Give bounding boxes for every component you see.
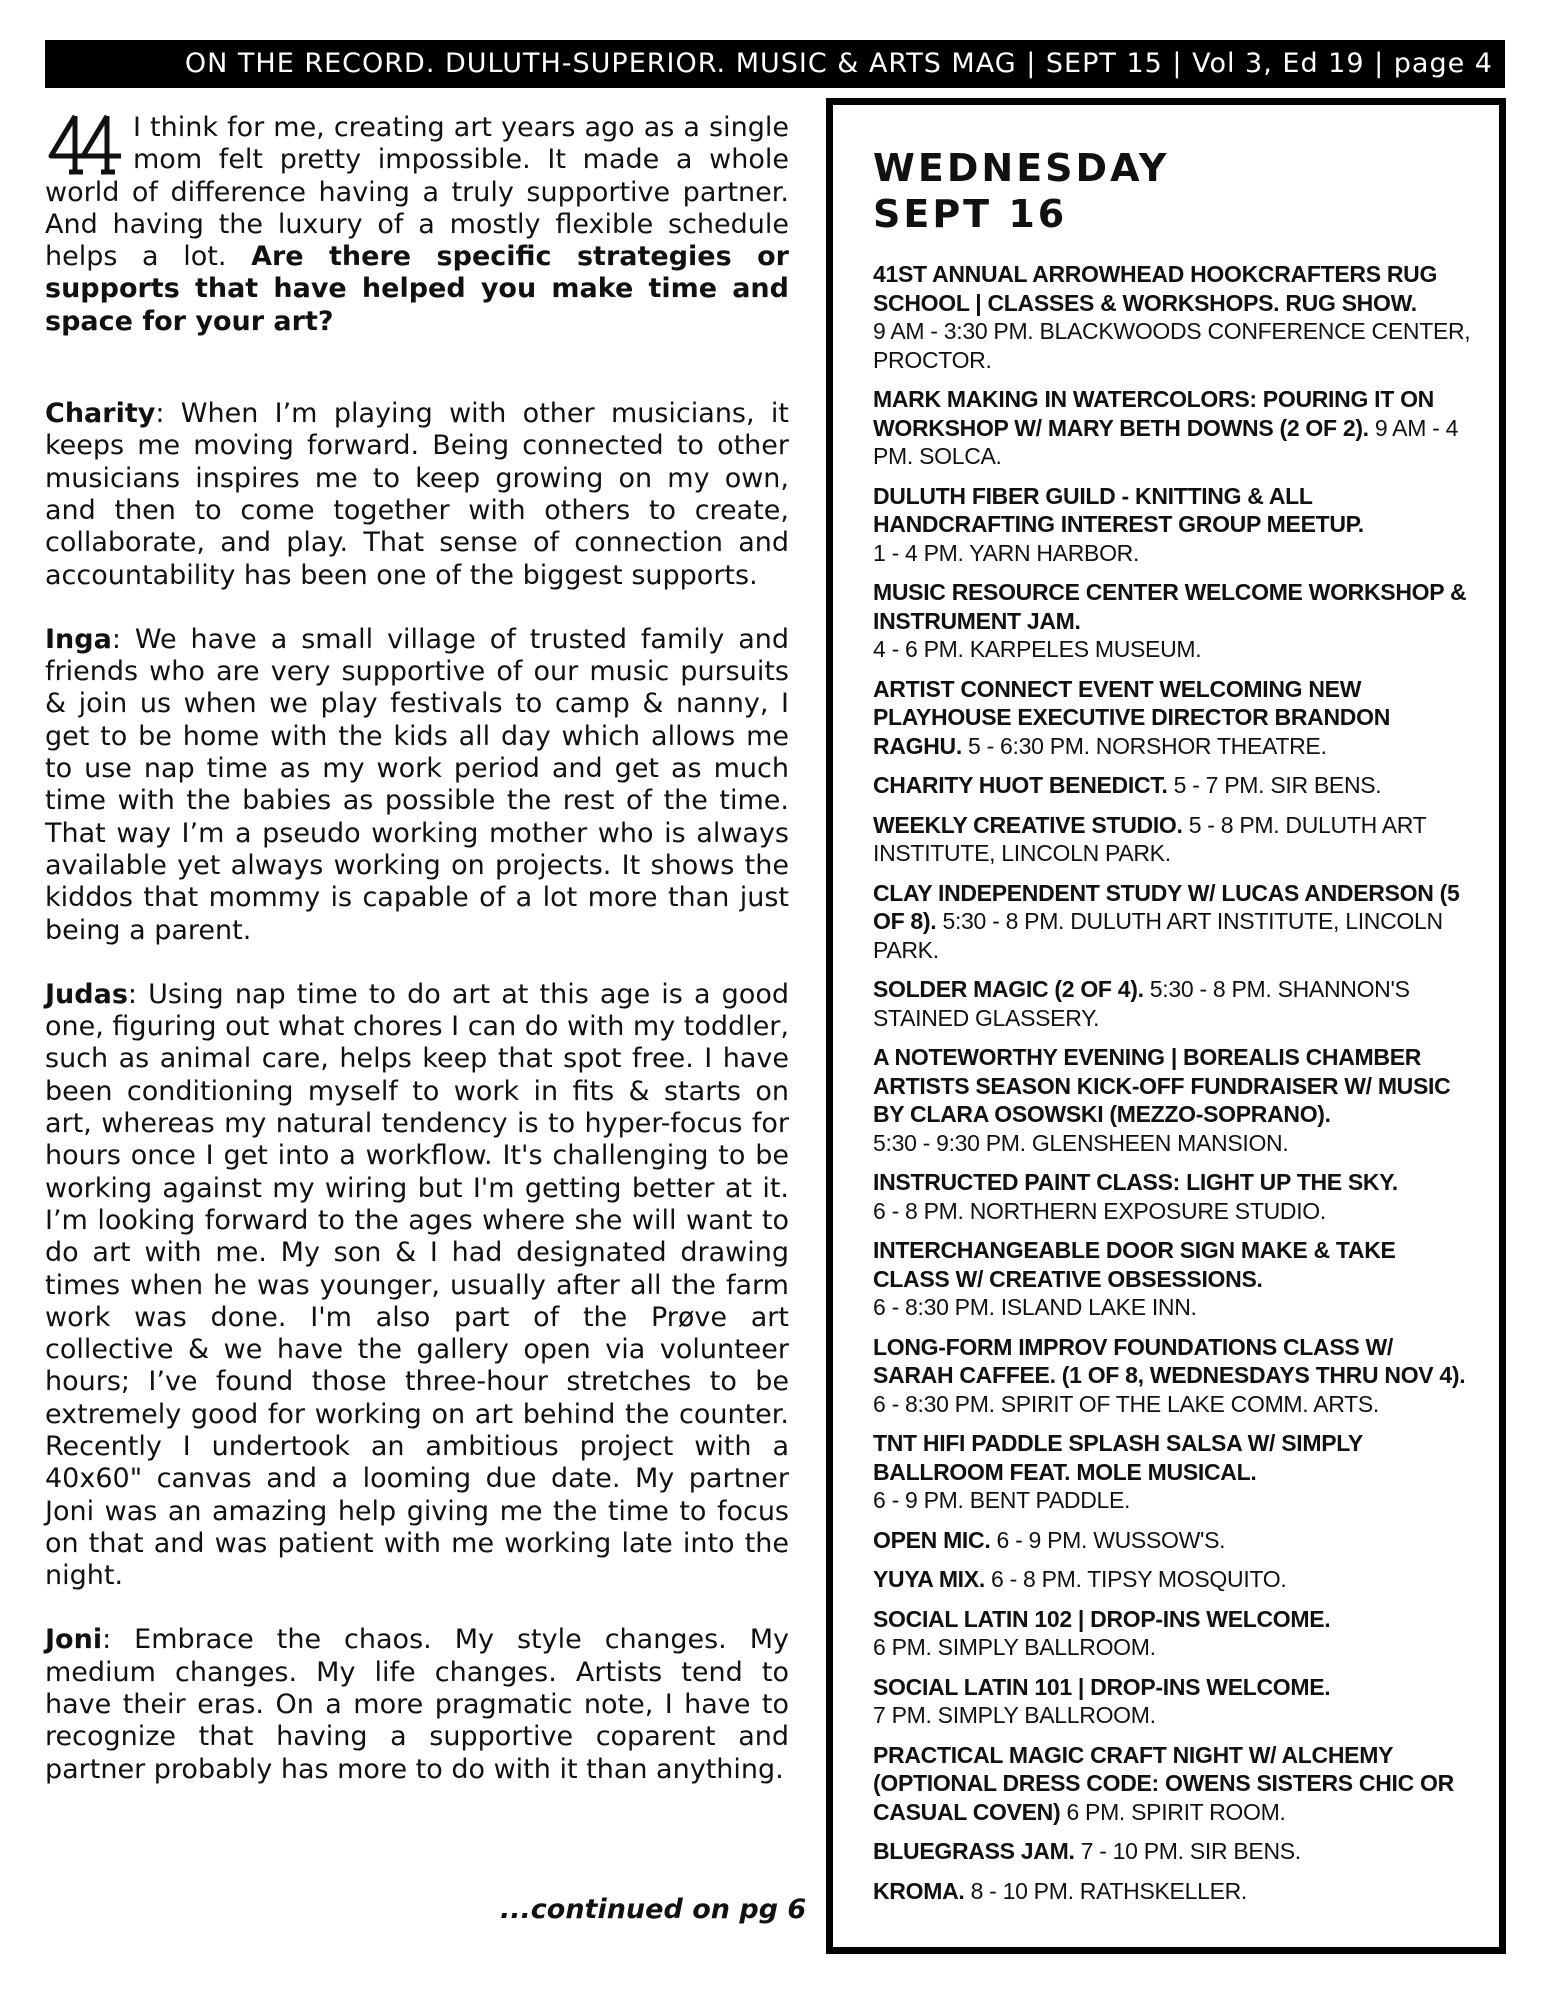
event-details: 7 PM. SIMPLY BALLROOM. [873, 1702, 1156, 1728]
event-title: LONG-FORM IMPROV FOUNDATIONS CLASS W/ SARAH CAFFEE. (1 OF 8, WEDNESDAYS THRU NOV 4). [873, 1333, 1466, 1388]
event-listing [873, 879, 1473, 965]
event-title: BLUEGRASS JAM. [873, 1838, 1075, 1864]
event-details: 5:30 - 9:30 PM. GLENSHEEN MANSION. [873, 1129, 1289, 1156]
event-listing [873, 811, 1473, 868]
event-listing [873, 1837, 1473, 1866]
event-details: 6 - 8 PM. TIPSY MOSQUITO. [991, 1566, 1287, 1592]
answers-list [45, 398, 789, 1786]
event-listing [873, 1236, 1473, 1322]
event-listing [873, 578, 1473, 664]
calendar-weekday: WEDNESDAY [873, 146, 1170, 190]
event-listing [873, 1673, 1473, 1730]
event-title: 41ST ANNUAL ARROWHEAD HOOKCRAFTERS RUG SCHOOL | CLASSES & WORKSHOPS. RUG SHOW. [873, 261, 1438, 316]
event-title: A NOTEWORTHY EVENING | BOREALIS CHAMBER ARTISTS SEASON KICK-OFF FUNDRAISER W/ MUSIC BY CLARA OSOWSKI (MEZZO-SOPRANO). [873, 1044, 1451, 1127]
drop-cap-4-icon [45, 112, 127, 176]
event-title: WEEKLY CREATIVE STUDIO. [873, 811, 1183, 838]
respondent-name: Judas [45, 978, 128, 1010]
answer-paragraph [45, 979, 789, 1593]
intro-paragraph [45, 112, 789, 338]
event-details: 6 - 8 PM. NORTHERN EXPOSURE STUDIO. [873, 1197, 1326, 1224]
event-details: 1 - 4 PM. YARN HARBOR. [873, 539, 1140, 566]
event-title: PRACTICAL MAGIC CRAFT NIGHT W/ ALCHEMY (OPTIONAL DRESS CODE: OWENS SISTERS CHIC OR CASUAL COVEN) [873, 1741, 1454, 1825]
interview-column [45, 112, 789, 1818]
event-details: 6 - 9 PM. WUSSOW'S. [996, 1526, 1226, 1553]
event-title: SOCIAL LATIN 101 | DROP-INS WELCOME. [873, 1673, 1331, 1700]
event-title: MARK MAKING IN WATERCOLORS: POURING IT ON WORKSHOP W/ MARY BETH DOWNS (2 OF 2). [873, 386, 1434, 441]
event-listing [873, 482, 1473, 568]
event-title: TNT HIFI PADDLE SPLASH SALSA W/ SIMPLY BALLROOM FEAT. MOLE MUSICAL. [873, 1430, 1363, 1485]
event-title: DULUTH FIBER GUILD - KNITTING & ALL HANDCRAFTING INTEREST GROUP MEETUP. [873, 482, 1364, 537]
answer-paragraph [45, 624, 789, 947]
intro-text: I think for me, creating art years ago as a single mom felt pretty impossible. It made a whole world of difference having a truly supportive partner. And having the luxury of a mostly flexible schedule helps a lot. [45, 112, 789, 273]
respondent-name: Joni [45, 1624, 103, 1656]
event-details: 7 - 10 PM. SIR BENS. [1080, 1838, 1301, 1864]
event-listing [873, 975, 1473, 1032]
event-title: SOCIAL LATIN 102 | DROP-INS WELCOME. [873, 1605, 1331, 1632]
events-calendar-box [826, 98, 1506, 1954]
answer-text: : Using nap time to do art at this age is a good one, figuring out what chores I can do with my toddler, such as animal care, helps keep that spot free. I have been conditioning myself to work in fits & starts on art, whereas my natural tendency is to hyper-focus for hours once I get into a workflow. It's challenging to be working against my wiring but I'm getting better at it. I’m looking forward to the ages where she will want to do art with me. My son & I had designated drawing times when he was younger, usually after all the farm work was done. I'm also part of the Prøve art collective & we have the gallery open via volunteer hours; I’ve found those three-hour stretches to be extremely good for working on art behind the counter. Recently I undertook an ambitious project with a 40x60" canvas and a looming due date. My partner Joni was an amazing help giving me the time to focus on that and was patient with me working late into the night. [45, 978, 789, 1592]
interview-question: Are there specific strategies or supports that have helped you make time and space for your art? [45, 241, 789, 337]
event-listing [873, 1741, 1473, 1827]
events-list [873, 260, 1473, 1916]
event-title: ARTIST CONNECT EVENT WELCOMING NEW PLAYHOUSE EXECUTIVE DIRECTOR BRANDON RAGHU. [873, 675, 1390, 759]
event-listing [873, 1526, 1473, 1555]
event-listing [873, 1565, 1473, 1594]
event-title: MUSIC RESOURCE CENTER WELCOME WORKSHOP & INSTRUMENT JAM. [873, 579, 1467, 634]
respondent-name: Inga [45, 623, 112, 655]
event-details: 9 AM - 4 PM. SOLCA. [873, 414, 1459, 469]
event-title: CLAY INDEPENDENT STUDY W/ LUCAS ANDERSON (5 OF 8). [873, 879, 1460, 934]
event-details: 6 - 9 PM. BENT PADDLE. [873, 1487, 1131, 1513]
masthead-banner: ON THE RECORD. DULUTH-SUPERIOR. MUSIC & ARTS MAG | SEPT 15 | Vol 3, Ed 19 | page 4 [45, 40, 1505, 88]
answer-text: : When I’m playing with other musicians, it keeps me moving forward. Being connected to other musicians inspires me to keep growing on my own, and then to come together with others to create, collaborate, and play. That sense of connection and accountability has been one of the biggest supports. [45, 398, 789, 591]
answer-paragraph [45, 1624, 789, 1785]
event-listing [873, 1043, 1473, 1157]
event-title: INTERCHANGEABLE DOOR SIGN MAKE & TAKE CLASS W/ CREATIVE OBSESSIONS. [873, 1237, 1396, 1292]
event-details: 5:30 - 8 PM. DULUTH ART INSTITUTE, LINCOLN PARK. [873, 908, 1443, 963]
event-listing [873, 771, 1473, 800]
event-title: SOLDER MAGIC (2 OF 4). [873, 976, 1144, 1002]
event-listing [873, 1168, 1473, 1225]
answer-paragraph [45, 398, 789, 592]
event-details: 5:30 - 8 PM. SHANNON'S STAINED GLASSERY. [873, 976, 1410, 1031]
event-details: 9 AM - 3:30 PM. BLACKWOODS CONFERENCE CENTER, PROCTOR. [873, 318, 1471, 373]
event-details: 6 - 8:30 PM. ISLAND LAKE INN. [873, 1294, 1197, 1320]
event-title: OPEN MIC. [873, 1526, 991, 1553]
event-title: INSTRUCTED PAINT CLASS: LIGHT UP THE SKY. [873, 1169, 1398, 1195]
event-title: KROMA. [873, 1877, 965, 1904]
event-listing [873, 1429, 1473, 1515]
event-listing [873, 675, 1473, 761]
respondent-name: Charity [45, 398, 156, 430]
event-title: CHARITY HUOT BENEDICT. [873, 772, 1168, 798]
calendar-day-heading [873, 145, 1169, 237]
calendar-date: SEPT 16 [873, 192, 1068, 236]
event-details: 5 - 7 PM. SIR BENS. [1173, 772, 1382, 798]
event-details: 5 - 6:30 PM. NORSHOR THEATRE. [968, 732, 1327, 759]
event-details: 6 PM. SPIRIT ROOM. [1066, 1798, 1286, 1825]
event-listing [873, 385, 1473, 471]
event-title: YUYA MIX. [873, 1566, 985, 1592]
event-details: 6 PM. SIMPLY BALLROOM. [873, 1634, 1156, 1660]
continued-note: ...continued on pg 6 [500, 1894, 807, 1925]
event-details: 8 - 10 PM. RATHSKELLER. [970, 1877, 1248, 1904]
event-listing [873, 260, 1473, 374]
event-details: 6 - 8:30 PM. SPIRIT OF THE LAKE COMM. ARTS. [873, 1390, 1380, 1417]
event-listing [873, 1877, 1473, 1906]
event-details: 4 - 6 PM. KARPELES MUSEUM. [873, 636, 1202, 662]
answer-text: : Embrace the chaos. My style changes. My medium changes. My life changes. Artists tend to have their eras. On a more pragmatic note, I have to recognize that having a supportive coparent and partner probably has more to do with it than anything. [45, 1624, 789, 1785]
event-listing [873, 1605, 1473, 1662]
event-details: 5 - 8 PM. DULUTH ART INSTITUTE, LINCOLN PARK. [873, 811, 1426, 866]
event-listing [873, 1333, 1473, 1419]
answer-text: : We have a small village of trusted family and friends who are very supportive of our music pursuits & join us when we play festivals to camp & nanny, I get to be home with the kids all day which allows me to use nap time as my work period and get as much time with the babies as possible the rest of the time. That way I’m a pseudo working mother who is always available yet always working on projects. It shows the kiddos that mommy is capable of a lot more than just being a parent. [45, 623, 789, 946]
